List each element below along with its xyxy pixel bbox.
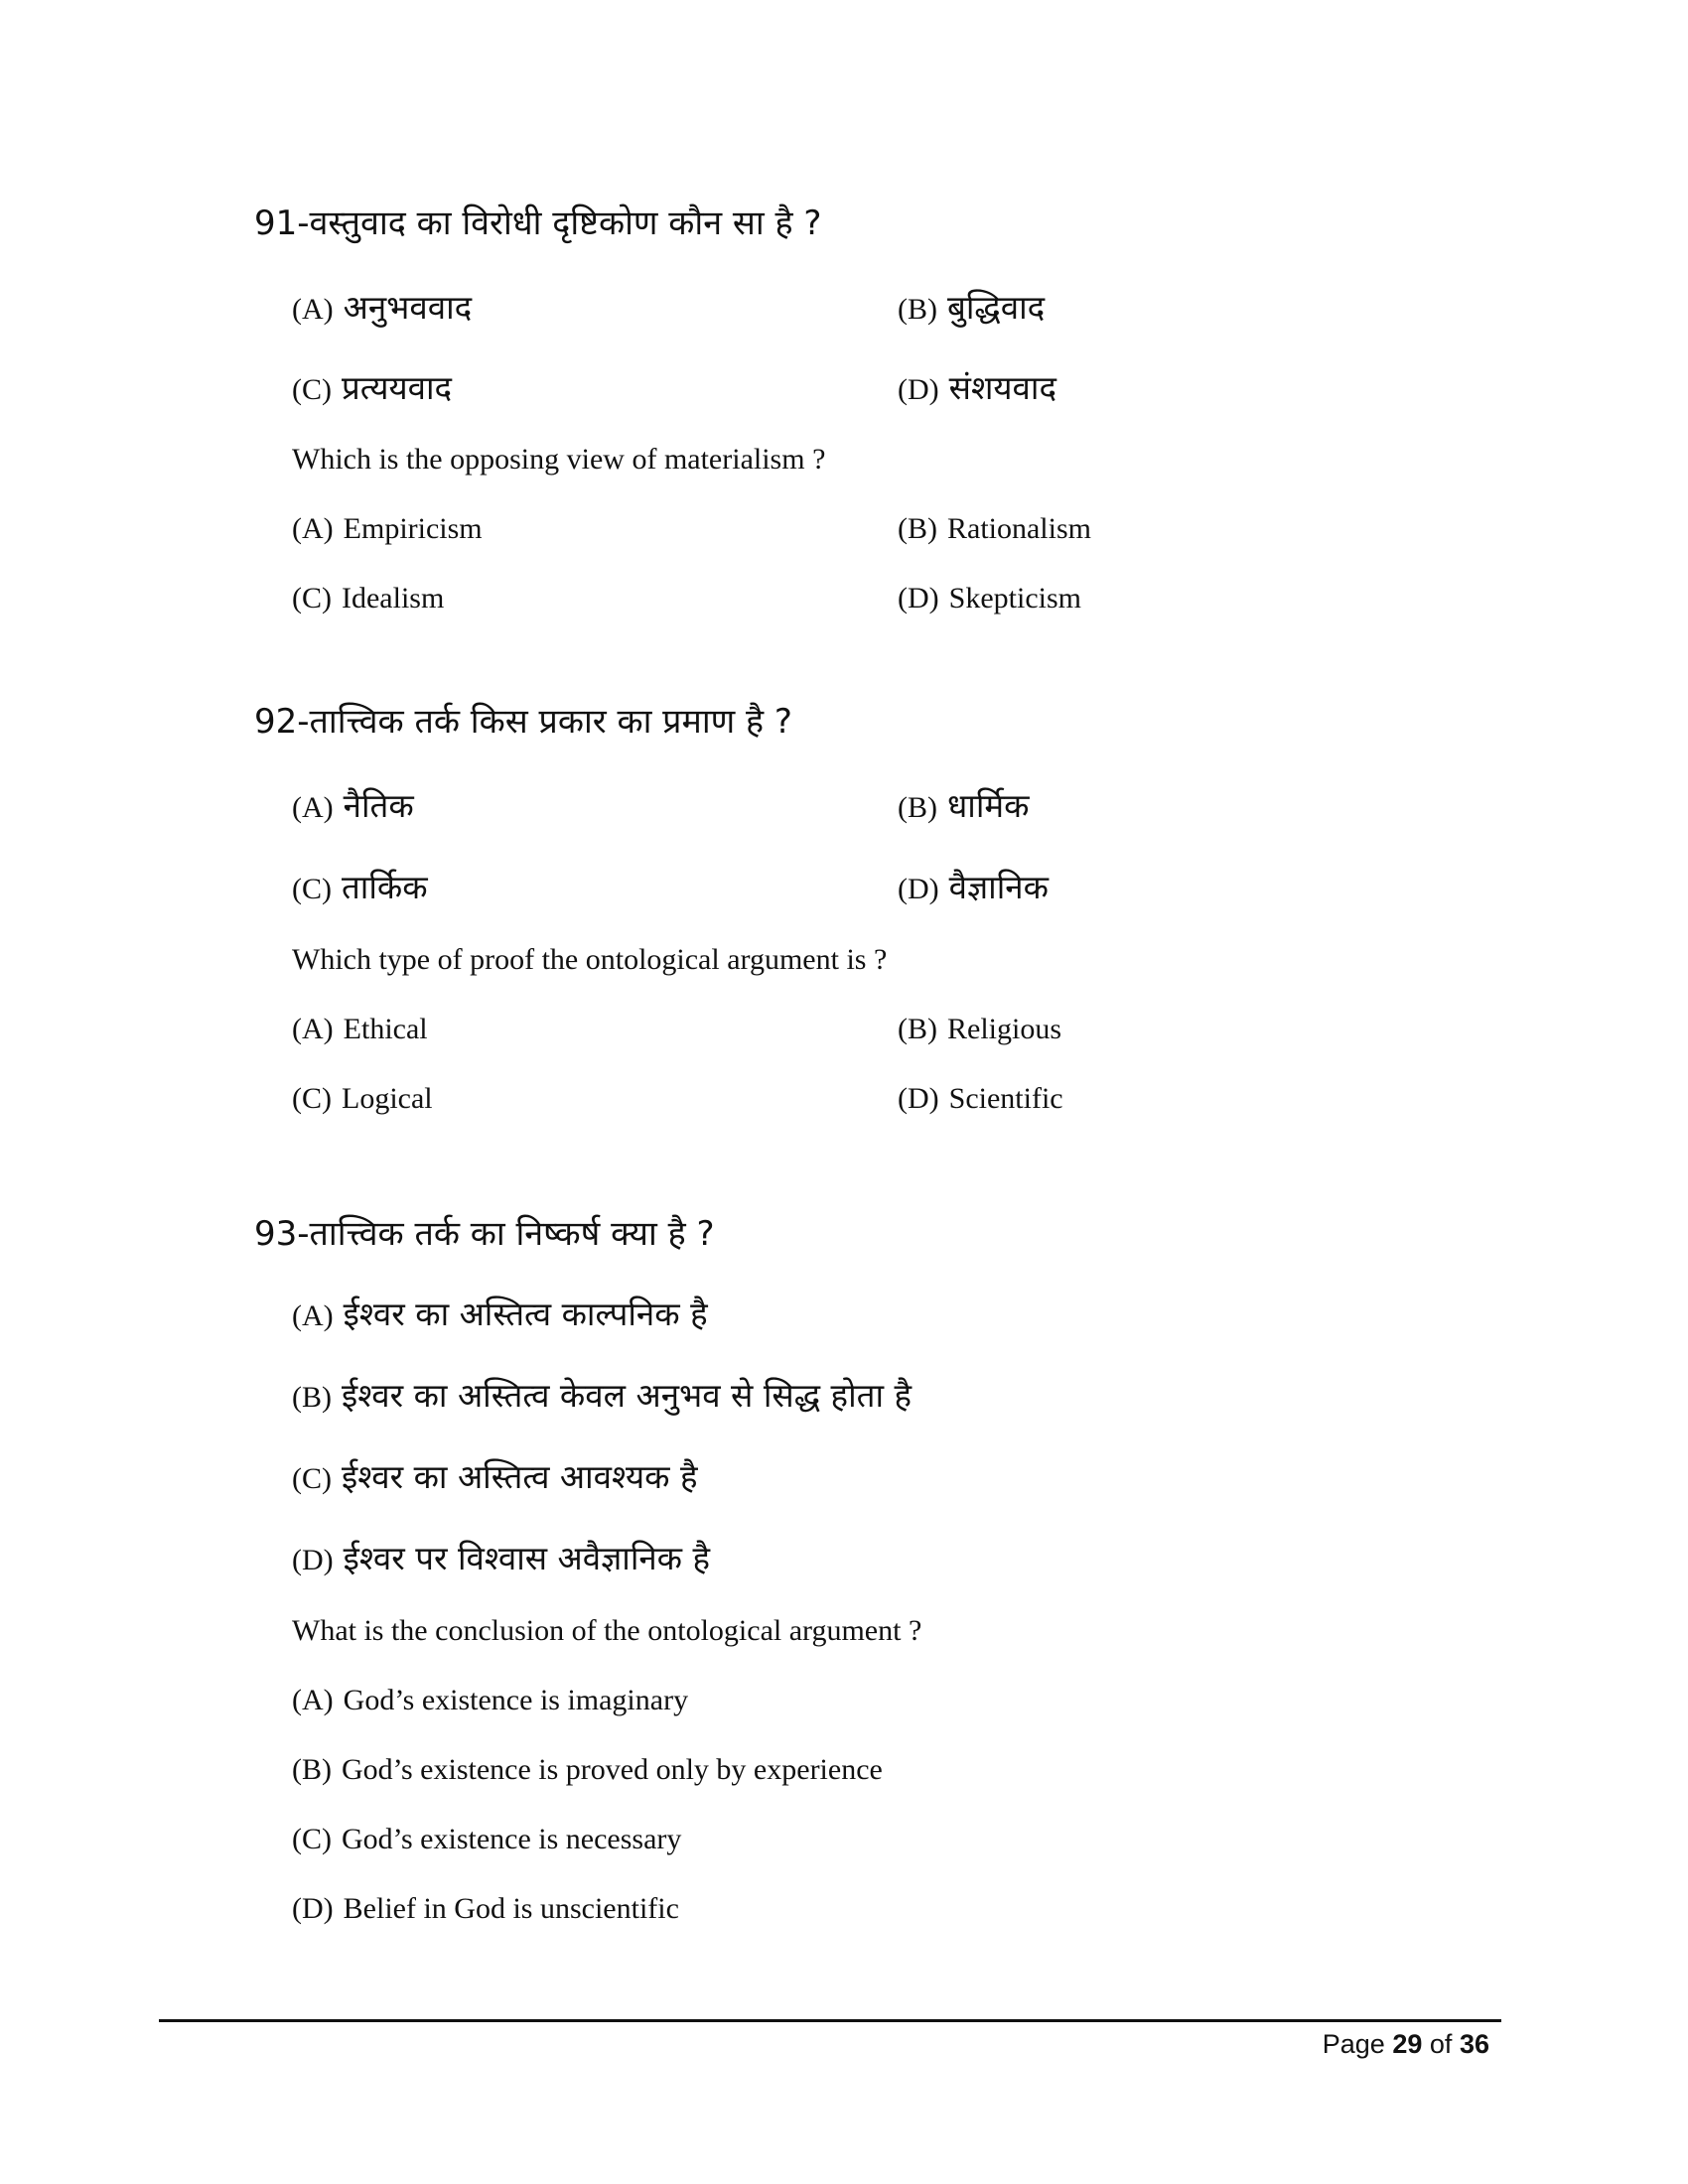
option-label: (B) <box>898 1013 937 1045</box>
q91-english-option-b <box>898 512 1091 546</box>
q91-hindi-option-c <box>292 364 452 409</box>
q91-hindi-option-a <box>292 284 472 329</box>
option-label: (C) <box>292 873 332 905</box>
option-label: (C) <box>292 582 332 614</box>
question-92-english: Which type of proof the ontological argument is ? <box>292 943 888 976</box>
question-91-hindi: 91-वस्तुवाद का विरोधी दृष्टिकोण कौन सा है ? <box>254 204 822 243</box>
option-text: तार्किक <box>342 868 428 906</box>
q92-english-option-b <box>898 1013 1061 1046</box>
option-label: (B) <box>898 791 937 824</box>
option-label: (D) <box>292 1892 334 1925</box>
q91-english-option-c <box>292 582 444 615</box>
option-text: वैज्ञानिक <box>948 868 1049 906</box>
option-label: (B) <box>898 293 937 326</box>
option-label: (D) <box>898 373 939 406</box>
option-text: संशयवाद <box>948 368 1056 407</box>
option-text: धार्मिक <box>947 786 1030 825</box>
question-93-hindi: 93-तात्त्विक तर्क का निष्कर्ष क्या है ? <box>254 1214 715 1254</box>
option-text: ईश्वर का अस्तित्व काल्पनिक है <box>343 1295 708 1333</box>
option-text: Rationalism <box>947 512 1091 545</box>
q93-english-option-c <box>292 1823 681 1856</box>
q91-english-option-a <box>292 512 483 546</box>
option-label: (D) <box>292 1544 334 1576</box>
q91-english-option-d <box>898 582 1081 615</box>
page-number <box>1323 2029 1489 2060</box>
page-of: of <box>1429 2029 1453 2059</box>
option-text: God’s existence is imaginary <box>343 1684 689 1716</box>
option-text: अनुभववाद <box>343 288 473 327</box>
q92-english-option-d <box>898 1082 1063 1116</box>
option-label: (C) <box>292 1082 332 1115</box>
option-label: (A) <box>292 1299 334 1332</box>
option-label: (D) <box>898 1082 939 1115</box>
question-93-english: What is the conclusion of the ontological argument ? <box>292 1614 922 1647</box>
option-text: Empiricism <box>343 512 483 545</box>
q91-hindi-option-d <box>898 364 1056 409</box>
option-text: ईश्वर का अस्तित्व आवश्यक है <box>342 1457 698 1496</box>
option-label: (C) <box>292 373 332 406</box>
option-text: Idealism <box>342 582 445 614</box>
q92-hindi-option-d <box>898 864 1049 908</box>
q93-hindi-option-b <box>292 1372 912 1417</box>
q93-hindi-option-c <box>292 1453 698 1498</box>
page-prefix: Page <box>1322 2029 1385 2059</box>
option-label: (A) <box>292 791 334 824</box>
option-label: (B) <box>898 512 937 545</box>
option-label: (B) <box>292 1381 332 1414</box>
option-text: Belief in God is unscientific <box>343 1892 679 1925</box>
option-label: (D) <box>898 873 939 905</box>
q92-english-option-a <box>292 1013 428 1046</box>
option-text: Ethical <box>343 1013 428 1045</box>
q93-english-option-a <box>292 1684 688 1717</box>
option-label: (C) <box>292 1823 332 1855</box>
footer-divider <box>159 2019 1501 2022</box>
option-text: नैतिक <box>343 786 414 825</box>
option-text: Scientific <box>948 1082 1063 1115</box>
total-pages: 36 <box>1459 2029 1489 2059</box>
q93-english-option-d <box>292 1892 679 1926</box>
current-page: 29 <box>1392 2029 1423 2059</box>
question-91-english: Which is the opposing view of materialism ? <box>292 443 826 476</box>
option-label: (C) <box>292 1462 332 1495</box>
option-text: God’s existence is proved only by experience <box>342 1753 883 1786</box>
option-text: Logical <box>342 1082 433 1115</box>
option-label: (A) <box>292 293 334 326</box>
option-text: प्रत्ययवाद <box>342 368 453 407</box>
option-text: Skepticism <box>948 582 1081 614</box>
q92-hindi-option-b <box>898 782 1029 827</box>
q93-english-option-b <box>292 1753 883 1787</box>
q92-hindi-option-c <box>292 864 428 908</box>
q92-english-option-c <box>292 1082 433 1116</box>
option-text: God’s existence is necessary <box>342 1823 682 1855</box>
option-text: ईश्वर का अस्तित्व केवल अनुभव से सिद्ध होता है <box>342 1376 913 1415</box>
option-label: (A) <box>292 1013 334 1045</box>
option-label: (D) <box>898 582 939 614</box>
option-text: बुद्धिवाद <box>947 288 1046 327</box>
option-text: Religious <box>947 1013 1062 1045</box>
option-label: (B) <box>292 1753 332 1786</box>
option-text: ईश्वर पर विश्वास अवैज्ञानिक है <box>343 1539 711 1577</box>
q93-hindi-option-a <box>292 1291 708 1335</box>
option-label: (A) <box>292 512 334 545</box>
q93-hindi-option-d <box>292 1535 710 1579</box>
option-label: (A) <box>292 1684 334 1716</box>
q91-hindi-option-b <box>898 284 1045 329</box>
q92-hindi-option-a <box>292 782 414 827</box>
question-92-hindi: 92-तात्त्विक तर्क किस प्रकार का प्रमाण है ? <box>254 702 792 742</box>
